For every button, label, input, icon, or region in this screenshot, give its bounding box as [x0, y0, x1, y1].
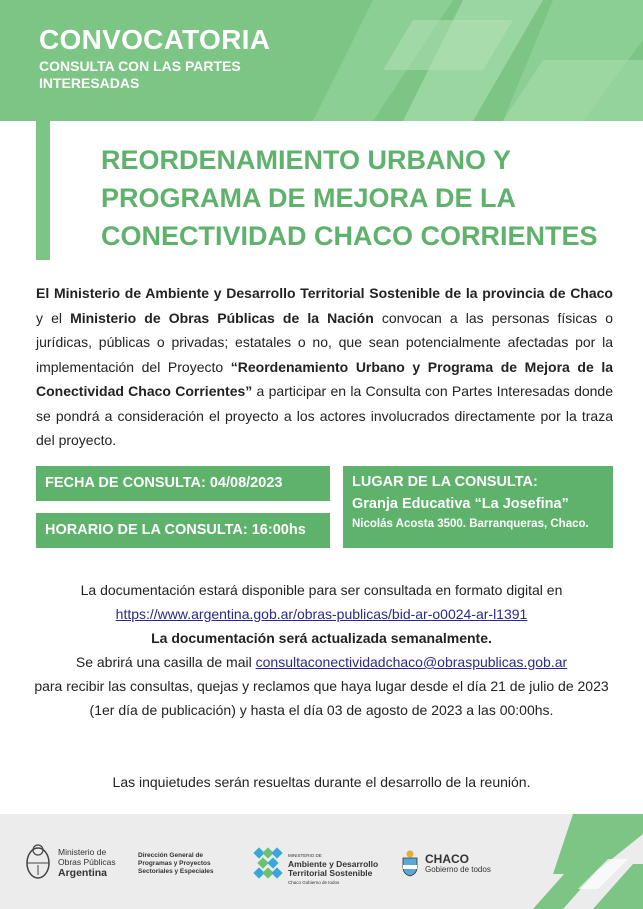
- location-address: Nicolás Acosta 3500. Barranqueras, Chaco.: [352, 518, 589, 530]
- header-title: CONVOCATORIA: [39, 24, 271, 55]
- ambiente-logo-text: [288, 851, 378, 887]
- time-box: [36, 513, 330, 548]
- date-box: [36, 466, 330, 501]
- ministry-nacion: Ministerio de Obras Públicas de la Nación: [70, 309, 374, 326]
- amb-line-3: Territorial Sostenible: [288, 868, 373, 878]
- amb-line-1: MINISTERIO DE: [288, 853, 322, 858]
- ministry-logo-text: [58, 847, 116, 880]
- arg-line-3: Argentina: [58, 867, 108, 879]
- header-decoration: [313, 0, 643, 121]
- argentina-shield-icon: [24, 841, 52, 881]
- body-text-1: y el: [36, 309, 71, 326]
- location-box: [343, 466, 613, 548]
- date-label: FECHA DE CONSULTA:: [45, 475, 206, 491]
- project-title: REORDENAMIENTO URBANO Y PROGRAMA DE MEJORA DE LA CONECTIVIDAD CHACO CORRIENTES: [101, 145, 598, 251]
- header-banner: [0, 0, 643, 121]
- footer-decoration: [533, 814, 643, 909]
- info-line-1: La documentación estará disponible para ser consultada en formato digital en: [80, 582, 563, 598]
- body-text-3: a participar en la Consulta con Partes Interesadas donde se pondrá a consideración el proyecto a los actores involucrados directamente por la traza del proyecto.: [36, 383, 614, 448]
- info-line-3: Se abrirá una casilla de mail: [75, 654, 256, 670]
- chaco-logo-text: [425, 853, 491, 874]
- date-value: 04/08/2023: [205, 475, 283, 491]
- documentation-info: [20, 578, 623, 722]
- time-value: 16:00hs: [247, 522, 306, 538]
- info-line-5: (1er día de publicación) y hasta el día 03 de agosto de 2023 a las 00:00hs.: [89, 702, 554, 718]
- project-name: “Reordenamiento Urbano y Programa de Mejora de la Conectividad Chaco Corrientes”: [36, 358, 613, 399]
- documentation-link[interactable]: https://www.argentina.gob.ar/obras-publicas/bid-ar-o0024-ar-l1391: [115, 606, 528, 622]
- title-accent-bar: [36, 121, 50, 260]
- arg-line-1: Ministerio de: [58, 847, 107, 857]
- location-place: Granja Educativa “La Josefina”: [352, 496, 569, 512]
- info-line-4: para recibir las consultas, quejas y reclamos que haya lugar desde el día 21 de julio de 2023: [34, 678, 609, 694]
- body-text-2: convocan a las personas físicas o jurídicas, públicas o privadas; estatales o no, que sean potencialmente afectadas por la implementación del Proyecto: [36, 309, 613, 375]
- email-link[interactable]: consultaconectividadchaco@obraspublicas.gob.ar: [255, 654, 568, 670]
- chaco-shield-icon: [400, 849, 420, 877]
- chaco-line-2: Gobierno de todos: [425, 865, 491, 874]
- location-label: LUGAR DE LA CONSULTA:: [352, 474, 538, 490]
- chaco-line-1: CHACO: [425, 852, 469, 866]
- amb-line-2: Ambiente y Desarrollo: [288, 859, 379, 869]
- info-line-2: La documentación será actualizada semanalmente.: [151, 630, 492, 646]
- intro-paragraph: [36, 281, 613, 453]
- ambiente-logo-icon: [253, 847, 283, 879]
- amb-line-4: Chaco Gobierno de todos: [288, 880, 340, 885]
- dg-line-1: Dirección General de: [138, 852, 204, 859]
- dg-line-2: Programas y Proyectos: [138, 860, 211, 867]
- direccion-general-text: [138, 852, 214, 876]
- ministry-chaco: El Ministerio de Ambiente y Desarrollo Territorial Sostenible de la provincia de Chaco: [36, 285, 613, 301]
- dg-line-3: Sectoriales y Especiales: [138, 868, 214, 875]
- closing-text: Las inquietudes serán resueltas durante el desarrollo de la reunión.: [112, 774, 531, 790]
- header-subtitle: CONSULTA CON LAS PARTES INTERESADAS: [39, 58, 241, 91]
- arg-line-2: Obras Públicas: [58, 857, 116, 867]
- time-label: HORARIO DE LA CONSULTA:: [45, 522, 248, 538]
- footer-logos: [0, 814, 643, 909]
